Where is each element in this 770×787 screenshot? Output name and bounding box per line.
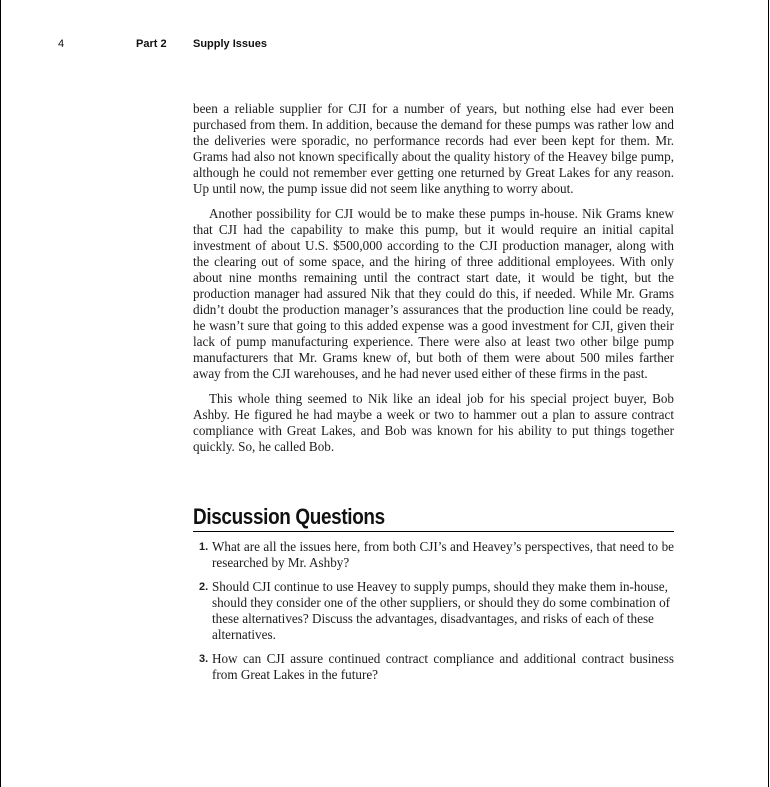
heading-rule	[193, 531, 674, 532]
discussion-question-list	[193, 539, 674, 691]
question-item	[193, 579, 674, 643]
page-number: 4	[58, 38, 65, 50]
question-item	[193, 651, 674, 683]
question-text: How can CJI assure continued contract compliance and additional contract business from Great Lakes in the future?	[212, 651, 674, 682]
question-item	[193, 539, 674, 571]
paragraph-project-buyer: This whole thing seemed to Nik like an ideal job for his special project buyer, Bob Ashby. He figured he had maybe a week or two to hammer out a plan to assure contract compliance with Great Lakes, and Bob was known for his ability to put things together quickly. So, he called Bob.	[193, 391, 674, 454]
part-label: Part 2	[136, 38, 167, 50]
page-edge-left	[0, 0, 1, 787]
paragraph-in-house-option: Another possibility for CJI would be to make these pumps in-house. Nik Grams knew that CJI had the capability to make this pump, but it would require an initial capital investment of about U.S. $500,000 according to the CJI production manager, along with the clearing out of some space, and the hiring of three additional employees. With only about nine months remaining until the contract start date, it would be tight, but the production manager had assured Nik that they could do this, if needed. While Mr. Grams didn’t doubt the production manager’s assurances that the production line could be ready, he wasn’t sure that going to this added expense was a good investment for CJI, given their lack of pump manufacturing experience. There were also at least two other bilge pump manufacturers that Mr. Grams knew of, but both of them were about 500 miles farther away from the CJI warehouses, and he had never used either of these firms in the past.	[193, 206, 674, 381]
case-body-text	[193, 101, 674, 464]
section-title: Supply Issues	[193, 38, 267, 50]
discussion-questions-heading: Discussion Questions	[193, 504, 385, 529]
question-text: What are all the issues here, from both CJI’s and Heavey’s perspectives, that need to be researched by Mr. Ashby?	[212, 539, 674, 570]
question-number: 1.	[199, 541, 209, 553]
question-text: Should CJI continue to use Heavey to supply pumps, should they make them in-house, should they consider one of the other suppliers, or should they do some combination of these alternatives? Discuss the advantages, disadvantages, and risks of each of these alternatives.	[212, 579, 671, 642]
page-edge-right	[768, 0, 769, 787]
question-number: 2.	[199, 581, 209, 593]
running-header	[0, 38, 770, 52]
paragraph-continuation: been a reliable supplier for CJI for a number of years, but nothing else had ever been purchased from them. In addition, because the demand for these pumps was rather low and the deliveries were sporadic, no performance records had ever been kept for them. Mr. Grams had also not known specifically about the quality history of the Heavey bilge pump, although he could not remember ever getting one returned by Great Lakes for any reason. Up until now, the pump issue did not seem like anything to worry about.	[193, 101, 674, 196]
question-number: 3.	[199, 653, 209, 665]
